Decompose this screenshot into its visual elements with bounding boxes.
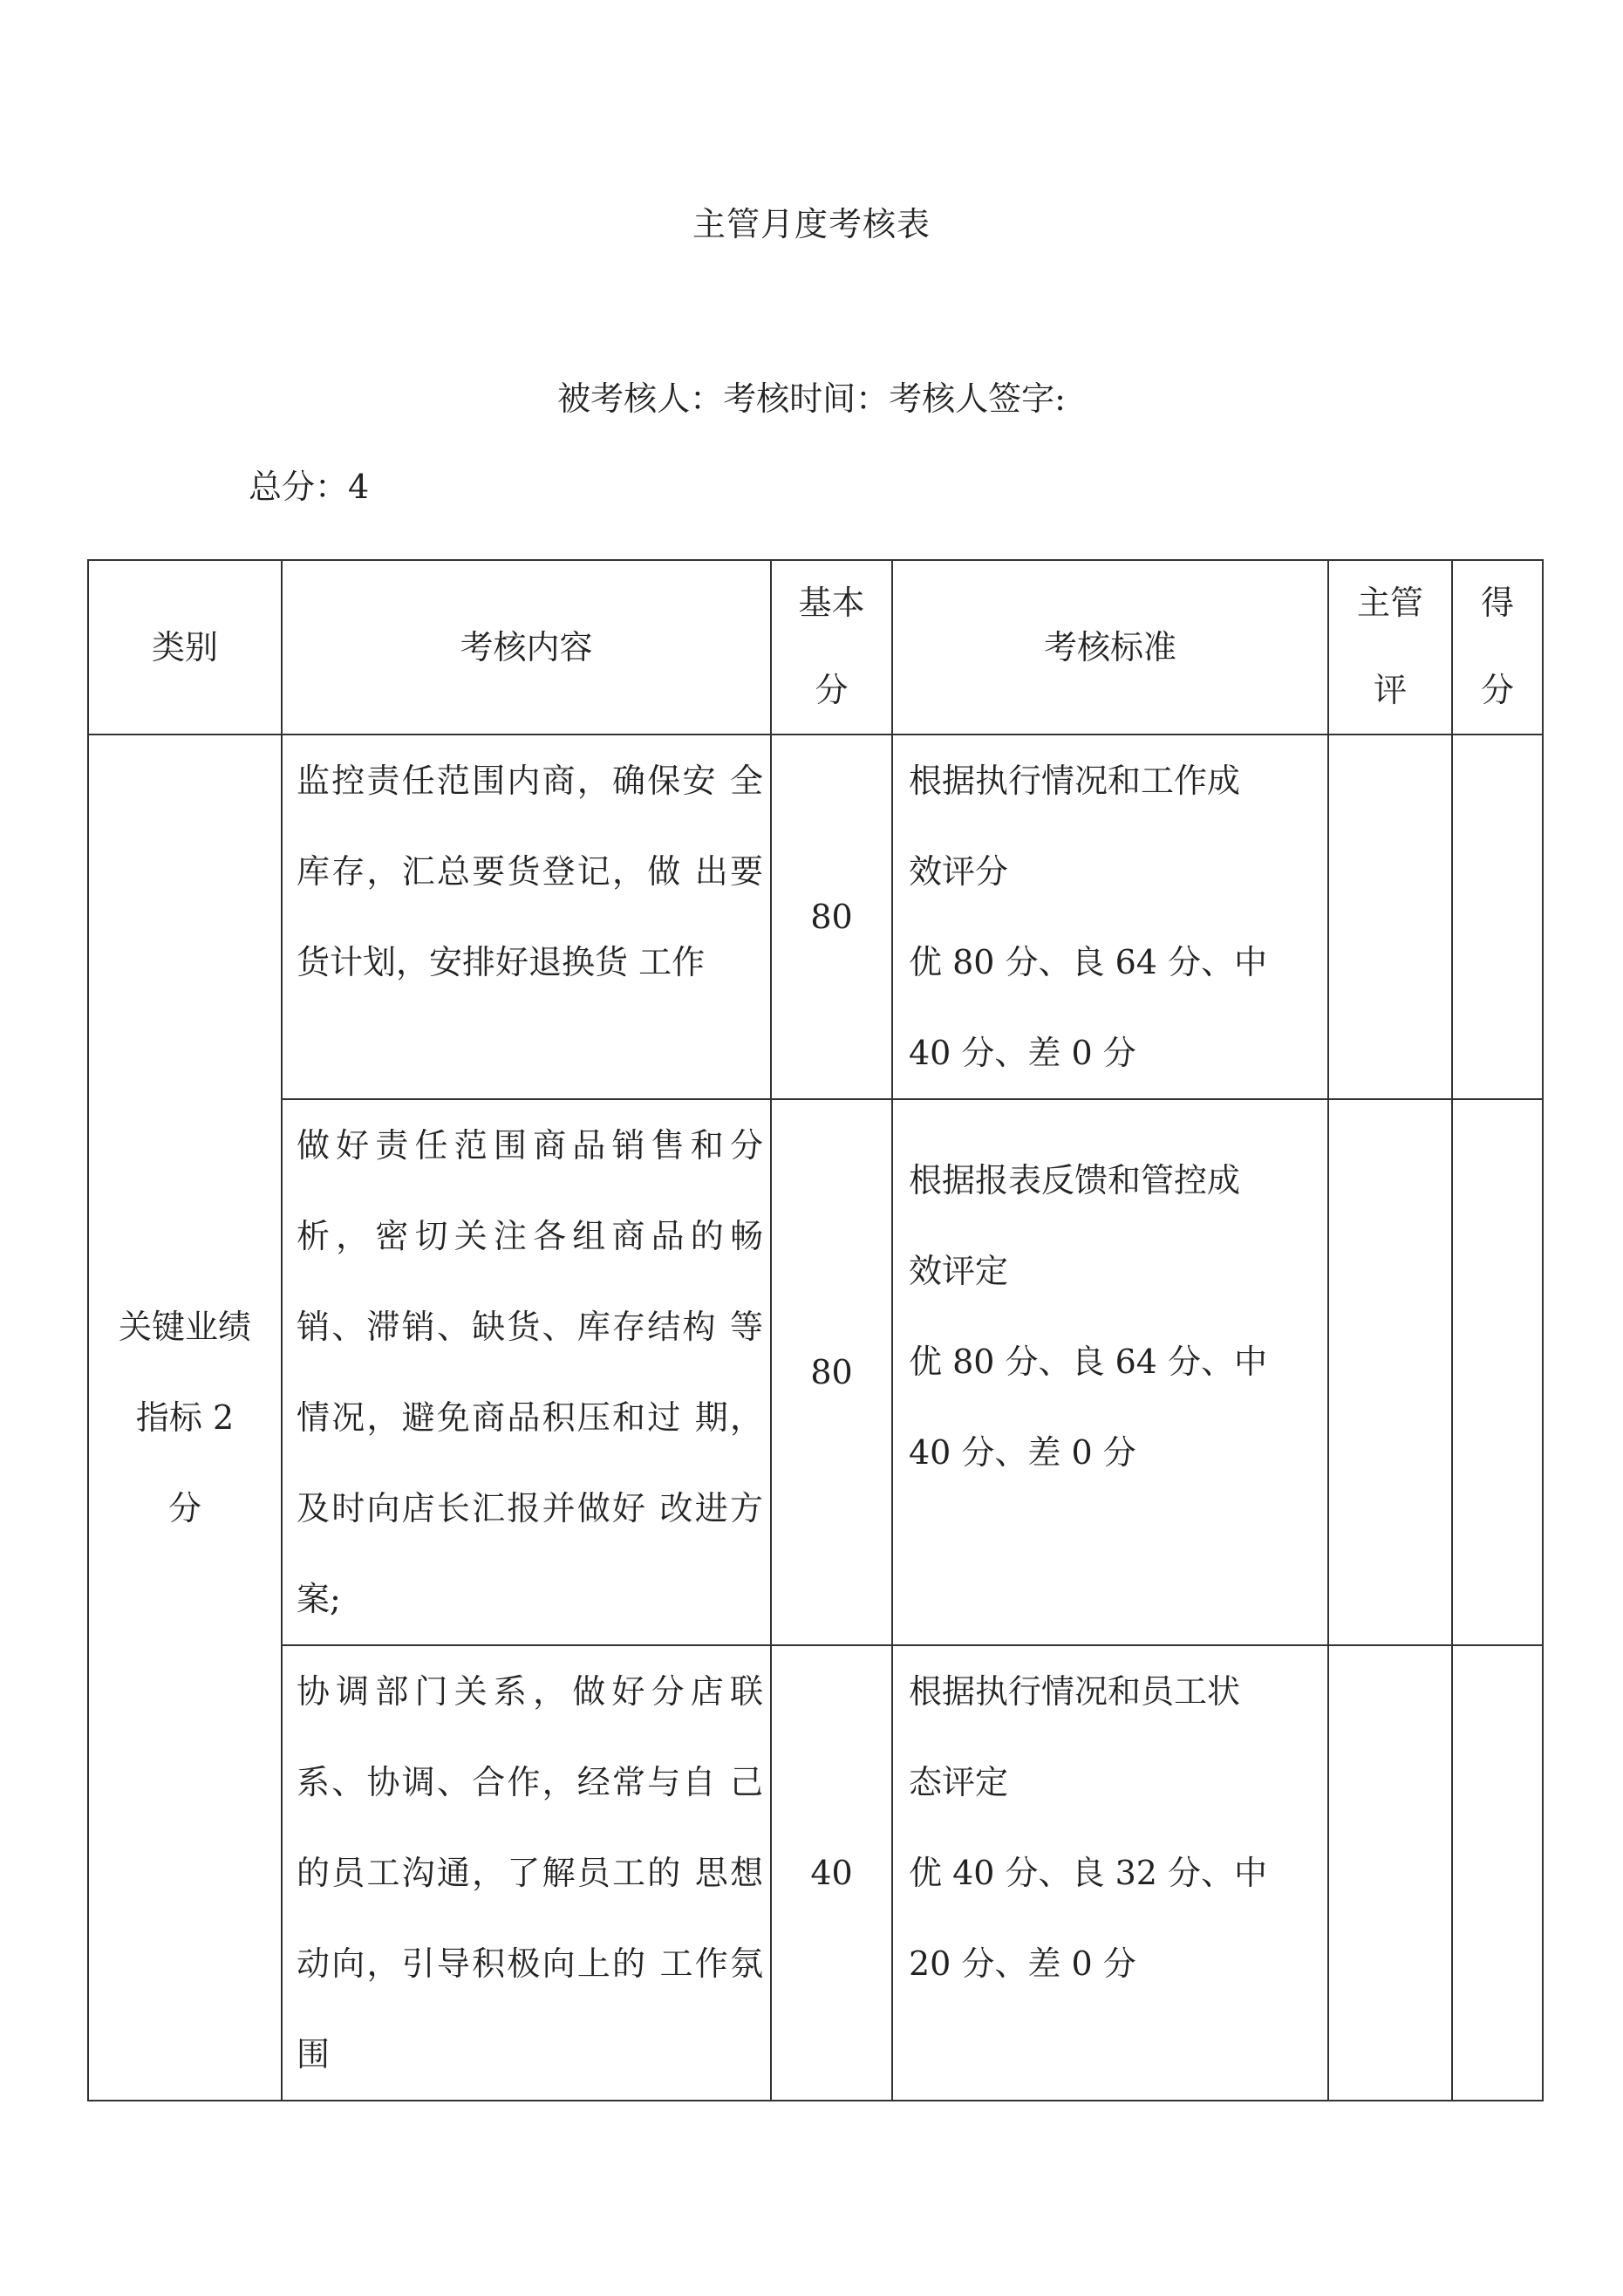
content-cell [282,1645,771,2101]
page-title: 主管月度考核表 [692,205,931,243]
base-score-cell: 80 [771,1099,892,1645]
standard-line: 效评定 [909,1252,1009,1290]
manager-eval-cell[interactable] [1328,1645,1452,2101]
standard-line: 效评分 [909,852,1009,891]
standard-line: 优 40 分、良 32 分、中 [909,1854,1268,1892]
category-line2: 指标 2 [135,1398,235,1437]
standard-cell [892,1645,1328,2101]
category-line3: 分 [167,1489,201,1527]
header-standard: 考核标准 [892,560,1328,735]
base-score-cell: 80 [771,735,892,1099]
table-row [88,735,1543,1099]
standard-line: 优 80 分、良 64 分、中 [909,943,1268,981]
table-row [88,1645,1543,2101]
header-score-line2: 分 [1480,671,1514,709]
header-score-line1: 得 [1480,584,1514,622]
table-header-row [88,560,1543,735]
content-text: 做好责任范围商品销售和分 析，密切关注各组商品的畅 销、滞销、缺货、库存结构 等情况，避免商品积压和过 期，及时向店长汇报并做好 改进方案; [297,1126,763,1618]
header-base-score-line1: 基本 [798,584,865,622]
header-score [1452,560,1543,735]
header-base-score [771,560,892,735]
standard-line: 态评定 [909,1763,1009,1801]
standard-line: 根据执行情况和工作成 [909,762,1241,800]
base-score-cell: 40 [771,1645,892,2101]
header-manager-eval [1328,560,1452,735]
assessment-table [87,559,1544,2101]
score-cell[interactable] [1452,1645,1543,2101]
manager-eval-cell[interactable] [1328,1099,1452,1645]
category-line1: 关键业绩 [118,1308,251,1346]
table-row [88,1099,1543,1645]
standard-line: 40 分、差 0 分 [909,1433,1136,1472]
standard-line: 根据报表反馈和管控成 [909,1161,1241,1199]
header-content: 考核内容 [282,560,771,735]
standard-line: 根据执行情况和员工状 [909,1672,1241,1711]
content-cell [282,1099,771,1645]
header-manager-eval-line2: 评 [1373,671,1407,709]
content-cell [282,735,771,1099]
content-text: 协调部门关系，做好分店联 系、协调、合作，经常与自 己的员工沟通，了解员工的 思想动向，引导积极向上的 工作氛围 [297,1672,763,2074]
header-manager-eval-line1: 主管 [1356,584,1423,622]
standard-line: 优 80 分、良 64 分、中 [909,1343,1268,1381]
standard-line: 20 分、差 0 分 [909,1944,1136,1983]
score-cell[interactable] [1452,1099,1543,1645]
standard-cell [892,735,1328,1099]
content-text: 监控责任范围内商，确保安 全库存，汇总要货登记，做 出要货计划，安排好退换货 工作 [297,762,763,981]
standard-line: 40 分、差 0 分 [909,1034,1136,1072]
manager-eval-cell[interactable] [1328,735,1452,1099]
header-category: 类别 [88,560,282,735]
standard-cell [892,1099,1328,1645]
header-base-score-line2: 分 [815,671,849,709]
score-cell[interactable] [1452,735,1543,1099]
total-score-line: 总分：4 [249,468,370,506]
category-cell [88,735,282,2101]
meta-info-line: 被考核人：考核时间：考核人签字: [557,379,1066,418]
